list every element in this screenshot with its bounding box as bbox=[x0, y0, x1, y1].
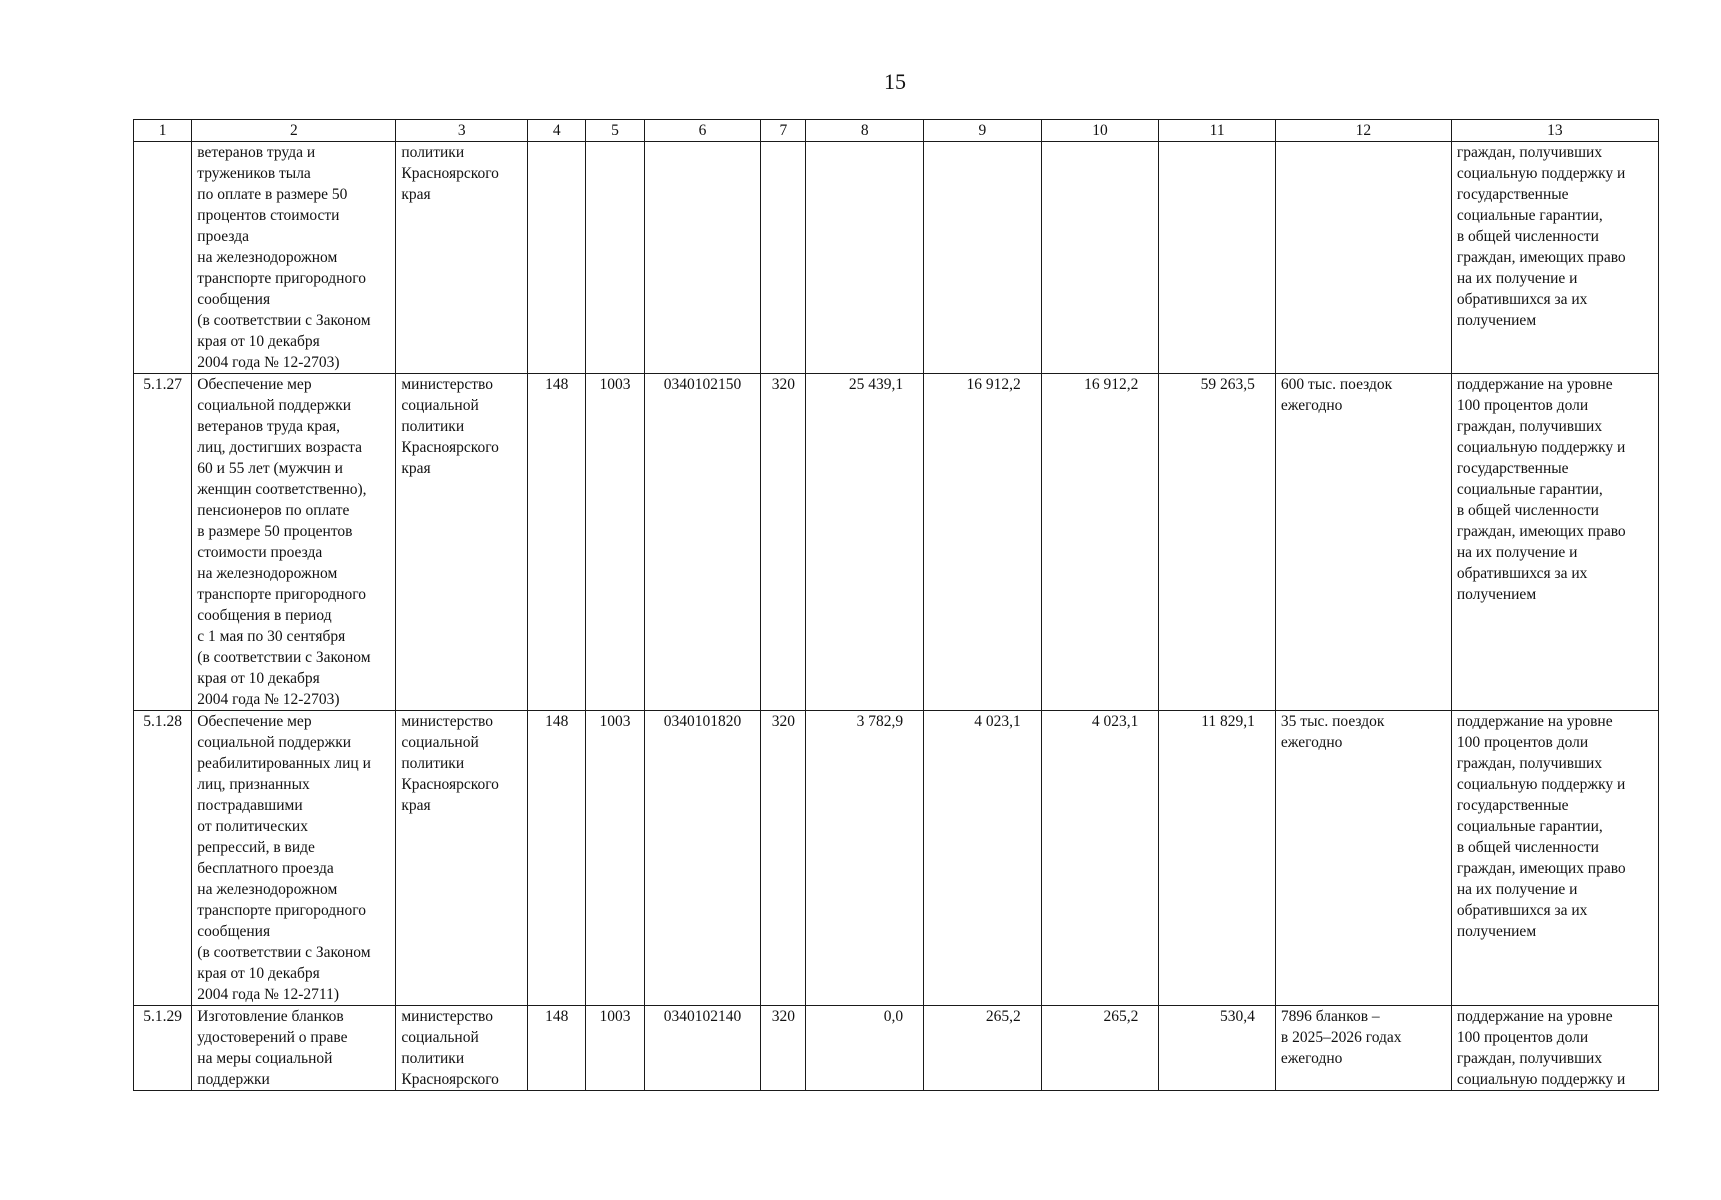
code-cell bbox=[586, 142, 644, 374]
executor-cell: министерство социальной политики Красноярского края bbox=[396, 374, 528, 711]
header-cell: 10 bbox=[1041, 120, 1159, 142]
result-cell: 35 тыс. поездок ежегодно bbox=[1275, 711, 1451, 1006]
table-row bbox=[134, 142, 1659, 374]
row-number-cell bbox=[134, 142, 192, 374]
code-cell: 148 bbox=[528, 374, 586, 711]
code-cell: 1003 bbox=[586, 1006, 644, 1091]
amount-cell: 59 263,5 bbox=[1159, 374, 1276, 711]
header-cell: 6 bbox=[644, 120, 761, 142]
code-cell: 320 bbox=[761, 374, 806, 711]
amount-cell: 265,2 bbox=[924, 1006, 1042, 1091]
executor-cell: министерство социальной политики Красноярского края bbox=[396, 711, 528, 1006]
header-cell: 12 bbox=[1275, 120, 1451, 142]
measure-name-cell: Изготовление бланков удостоверений о праве на меры социальной поддержки bbox=[192, 1006, 396, 1091]
header-cell: 5 bbox=[586, 120, 644, 142]
row-number-cell: 5.1.27 bbox=[134, 374, 192, 711]
amount-cell: 3 782,9 bbox=[806, 711, 924, 1006]
amount-cell bbox=[1159, 142, 1276, 374]
header-cell: 8 bbox=[806, 120, 924, 142]
amount-cell bbox=[924, 142, 1042, 374]
amount-cell: 0,0 bbox=[806, 1006, 924, 1091]
header-cell: 4 bbox=[528, 120, 586, 142]
header-row bbox=[134, 120, 1659, 142]
code-cell bbox=[644, 142, 761, 374]
indicator-cell: поддержание на уровне 100 процентов доли граждан, получивших социальную поддержку и bbox=[1451, 1006, 1658, 1091]
result-cell: 600 тыс. поездок ежегодно bbox=[1275, 374, 1451, 711]
header-cell: 11 bbox=[1159, 120, 1276, 142]
executor-cell: политики Красноярского края bbox=[396, 142, 528, 374]
measure-name-cell: Обеспечение мер социальной поддержки ветеранов труда края, лиц, достигших возраста 60 и 55 лет (мужчин и женщин соответственно), пенсионеров по оплате в размере 50 процентов стоимости проезда на железнодорожном транспорте пригородного сообщения в период с 1 мая по 30 сентября (в соответствии с Законом края от 10 декабря 2004 года № 12-2703) bbox=[192, 374, 396, 711]
amount-cell: 265,2 bbox=[1041, 1006, 1159, 1091]
row-number-cell: 5.1.29 bbox=[134, 1006, 192, 1091]
header-cell: 13 bbox=[1451, 120, 1658, 142]
code-cell: 320 bbox=[761, 711, 806, 1006]
executor-cell: министерство социальной политики Красноярского bbox=[396, 1006, 528, 1091]
measure-name-cell: Обеспечение мер социальной поддержки реабилитированных лиц и лиц, признанных пострадавшими от политических репрессий, в виде бесплатного проезда на железнодорожном транспорте пригородного сообщения (в соответствии с Законом края от 10 декабря 2004 года № 12-2711) bbox=[192, 711, 396, 1006]
table-row bbox=[134, 1006, 1659, 1091]
result-cell bbox=[1275, 142, 1451, 374]
indicator-cell: граждан, получивших социальную поддержку и государственные социальные гарантии, в общей численности граждан, имеющих право на их получение и обратившихся за их получением bbox=[1451, 142, 1658, 374]
header-cell: 3 bbox=[396, 120, 528, 142]
header-cell: 7 bbox=[761, 120, 806, 142]
amount-cell: 16 912,2 bbox=[924, 374, 1042, 711]
code-cell: 320 bbox=[761, 1006, 806, 1091]
page-number: 15 bbox=[884, 69, 906, 94]
header-cell: 1 bbox=[134, 120, 192, 142]
code-cell bbox=[528, 142, 586, 374]
indicator-cell: поддержание на уровне 100 процентов доли граждан, получивших социальную поддержку и государственные социальные гарантии, в общей численности граждан, имеющих право на их получение и обратившихся за их получением bbox=[1451, 374, 1658, 711]
indicator-cell: поддержание на уровне 100 процентов доли граждан, получивших социальную поддержку и государственные социальные гарантии, в общей численности граждан, имеющих право на их получение и обратившихся за их получением bbox=[1451, 711, 1658, 1006]
amount-cell: 4 023,1 bbox=[924, 711, 1042, 1006]
code-cell: 1003 bbox=[586, 374, 644, 711]
measure-name-cell: ветеранов труда и тружеников тыла по оплате в размере 50 процентов стоимости проезда на железнодорожном транспорте пригородного сообщения (в соответствии с Законом края от 10 декабря 2004 года № 12-2703) bbox=[192, 142, 396, 374]
code-cell: 148 bbox=[528, 1006, 586, 1091]
amount-cell: 11 829,1 bbox=[1159, 711, 1276, 1006]
table-row bbox=[134, 374, 1659, 711]
header-cell: 9 bbox=[924, 120, 1042, 142]
amount-cell bbox=[1041, 142, 1159, 374]
code-cell: 1003 bbox=[586, 711, 644, 1006]
code-cell: 0340101820 bbox=[644, 711, 761, 1006]
data-table bbox=[133, 119, 1659, 1091]
header-cell: 2 bbox=[192, 120, 396, 142]
code-cell bbox=[761, 142, 806, 374]
code-cell: 148 bbox=[528, 711, 586, 1006]
amount-cell: 530,4 bbox=[1159, 1006, 1276, 1091]
amount-cell: 16 912,2 bbox=[1041, 374, 1159, 711]
amount-cell bbox=[806, 142, 924, 374]
amount-cell: 4 023,1 bbox=[1041, 711, 1159, 1006]
code-cell: 0340102150 bbox=[644, 374, 761, 711]
table-row bbox=[134, 711, 1659, 1006]
row-number-cell: 5.1.28 bbox=[134, 711, 192, 1006]
code-cell: 0340102140 bbox=[644, 1006, 761, 1091]
result-cell: 7896 бланков – в 2025–2026 годах ежегодно bbox=[1275, 1006, 1451, 1091]
amount-cell: 25 439,1 bbox=[806, 374, 924, 711]
